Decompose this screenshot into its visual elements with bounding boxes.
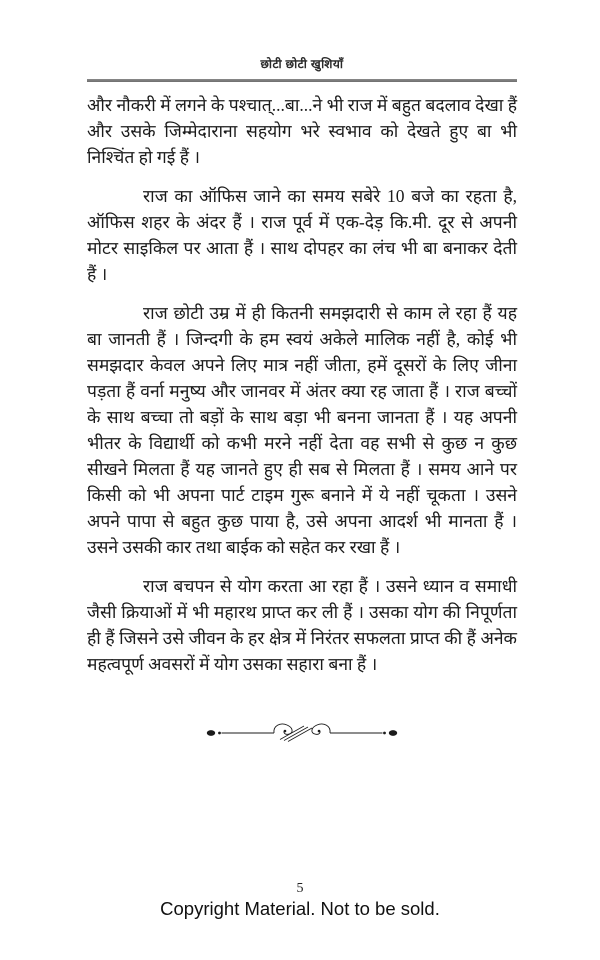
page-number: 5 <box>296 881 304 896</box>
paragraph: राज छोटी उम्र में ही कितनी समझदारी से काम ले रहा हैं यह बा जानती हैं । जिन्दगी के हम स्वयं अकेले मालिक नहीं है, कोई भी समझदार केवल अपने लिए मात्र नहीं जीता, हमें दूसरों के लिए जीना पड़ता हैं वर्ना मनुष्य और जानवर में अंतर क्या रह जाता हैं । राज बच्चों के साथ बच्चा तो बड़ों के साथ बड़ा भी बनना जानता हैं । यह अपनी भीतर के विद्यार्थी को कभी मरने नहीं देता वह सभी से कुछ न कुछ सीखने मिलता हैं यह जानते हुए ही सब से मिलता हैं । समय आने पर किसी को भी अपना पार्ट टाइम गुरू बनाने में ये नहीं चूकता । उसने अपने पापा से बहुत कुछ पाया है, उसे अपना आदर्श भी मानता हैं । उसने उसकी कार तथा बाईक को सहेत कर रखा हैं । <box>87 303 517 557</box>
running-head-title: छोटी छोटी खुशियाँ <box>260 57 344 71</box>
header-rule <box>87 79 517 82</box>
paragraph: राज का ऑफिस जाने का समय सबेरे 10 बजे का रहता है, ऑफिस शहर के अंदर हैं । राज पूर्व में एक-देड़ कि.मी. दूर से अपनी मोटर साइकिल पर आता हैं । साथ दोपहर का लंच भी बा बनाकर देती हैं । <box>87 186 517 284</box>
paragraph: राज बचपन से योग करता आ रहा हैं । उसने ध्यान व समाधी जैसी क्रियाओं में भी महारथ प्राप्त कर ली हैं । उसका योग की निपूर्णता ही हैं जिसने उसे जीवन के हर क्षेत्र में निरंतर सफलता प्राप्त की हैं अनेक महत्वपूर्ण अवसरों में योग उसका सहारा बना हैं । <box>87 576 517 674</box>
book-page <box>87 0 517 745</box>
section-divider <box>87 721 517 745</box>
flourish-divider-icon <box>206 721 398 745</box>
copyright-notice: Copyright Material. Not to be sold. <box>160 898 440 919</box>
paragraph: और नौकरी में लगने के पश्चात्...बा...ने भी राज में बहुत बदलाव देखा हैं और उसके जिम्मेदाराना सहयोग भरे स्वभाव को देखते हुए बा भी निश्चिंत हो गई हैं । <box>87 95 517 167</box>
page-body <box>87 92 517 677</box>
